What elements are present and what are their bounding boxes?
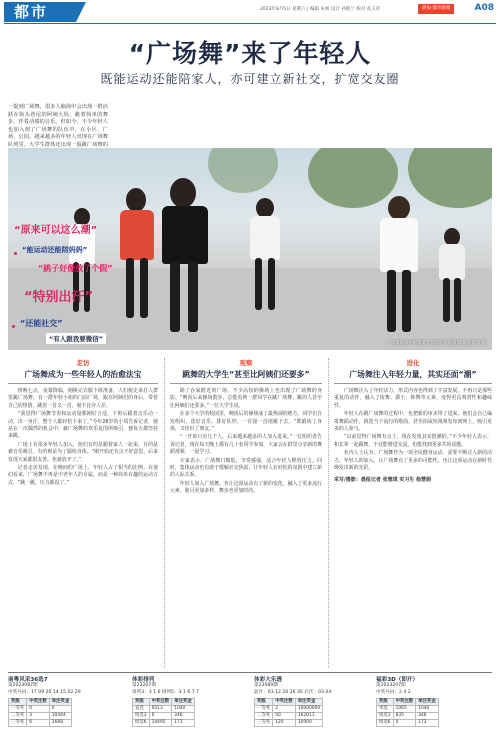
lottery-block xyxy=(376,677,492,727)
table-cell: 0 xyxy=(149,713,172,720)
table-cell: 1040 xyxy=(172,706,195,713)
article-column-walkabout xyxy=(8,358,158,488)
column-kicker: 进化 xyxy=(406,359,420,367)
quote-bubble: “能运动还能陪妈妈” xyxy=(22,246,88,254)
table-cell: 10000 xyxy=(295,720,322,727)
table-cell: 三等奖 xyxy=(9,720,27,727)
lottery-results-footer xyxy=(8,672,492,746)
lottery-numbers: 排列3：3 1 6 排列5：3 1 6 7 7 xyxy=(132,689,200,695)
lottery-block xyxy=(132,677,248,727)
table-cell: 中奖注数 xyxy=(393,699,416,706)
table-cell: 0 xyxy=(49,706,72,713)
editor-tag: 晨报·都市新闻 xyxy=(418,4,454,14)
table-cell: 835 xyxy=(393,713,416,720)
column-kicker: 走访 xyxy=(76,359,90,367)
table-cell: 14495 xyxy=(149,720,172,727)
bubble-dot xyxy=(12,325,15,328)
page-number: A08 xyxy=(474,3,494,13)
table-cell: 2668 xyxy=(49,720,72,727)
lottery-numbers: 中奖号码：17 09 20 14 15 02 29 xyxy=(8,689,81,695)
column-kicker: 观察 xyxy=(239,359,253,367)
column-title: 跳舞的大学生“甚至比阿姨们还要多” xyxy=(170,369,322,384)
lead-paragraph: 一提到广场舞，很多人脑海中会出现一群活跃在街头巷尾的阿姨大妈，跳着简单的舞步，伴着动感的音乐。但如今，不少年轻人也加入到了广场舞的队伍中，在小区、广场、公园，越来越多的年轻人出现在广场舞队列里，大学生群体还出现一股跳广场舞的 xyxy=(8,104,108,148)
table-cell: 单注奖金 xyxy=(295,699,322,706)
tree xyxy=(308,148,398,208)
quote-bubble: “有人跟我要微信” xyxy=(46,333,106,344)
table-cell: 奖级 xyxy=(377,699,394,706)
lottery-table xyxy=(376,698,439,727)
masthead-divider xyxy=(4,23,496,24)
article-column-evolution xyxy=(334,358,492,483)
table-cell: 120 xyxy=(273,720,296,727)
lottery-numbers: 前区：03 12 20 26 35 后区：03 04 xyxy=(254,689,332,695)
section-label: 都市 xyxy=(4,2,76,22)
quote-bubble: “原来可以这么潮” xyxy=(14,225,98,236)
table-cell: 二等奖 xyxy=(9,713,27,720)
table-cell: 6 xyxy=(27,720,50,727)
paragraph: 傍晚七点，夜幕降临，刚换完衣服下班准备，人们便走来打人群里跳广场舞，有一群年轻小姐的门前广场，跟在阿姨们的身后，带着自己的热情，跳着一首又一首，毫不比旁人差。 xyxy=(8,388,158,409)
article-column-observation xyxy=(170,358,322,497)
table-cell: 三等奖 xyxy=(255,720,273,727)
tree xyxy=(408,148,492,208)
column-body xyxy=(334,388,492,472)
table-cell: 单注奖金 xyxy=(172,699,195,706)
lottery-title: 南粤风采36选7 xyxy=(8,677,48,683)
photo-caption: 广场舞队伍中经常能见到年轻人的身影 晨报记者 摄 xyxy=(386,341,486,346)
table-cell: 直选 xyxy=(133,706,150,713)
paragraph: 业内人士认为，广场舞作为一项全民健身运动，需要不断注入新的活力。年轻人的加入，让广场舞有了更多的可能性，也让这项运动在新时代焕发出新的光彩。 xyxy=(334,450,492,472)
table-cell: 346 xyxy=(416,713,439,720)
table-cell: 10444 xyxy=(49,713,72,720)
table-cell: 二等奖 xyxy=(255,713,273,720)
masthead xyxy=(0,0,500,22)
paragraph: “我觉得广场舞节奏和运动量都刚好合适，下班后跟着音乐动一动，出一身汗，整个人都轻松下来了。”今年26岁的小周告诉记者，她是在一次偶然的机会中，被广场舞的欢乐氛围所吸引，便每天都坚持来跳。 xyxy=(8,411,158,440)
lottery-issue: 第2023207期 xyxy=(376,683,406,689)
paragraph: 广场舞注入了年轻活力，形式内容也得到了丰富发展。不再只是那些重复的动作，融入了街舞、爵士、韩舞等元素，变得更具观赏性和趣味性。 xyxy=(334,388,492,409)
table-cell: 10000000 xyxy=(295,706,322,713)
table-cell: 单选 xyxy=(377,706,394,713)
table-cell: 1040 xyxy=(416,706,439,713)
column-divider xyxy=(164,358,165,668)
table-cell: 中奖注数 xyxy=(273,699,296,706)
paragraph: 专家表示，广场舞门槛低、节奏感强，适合年轻人释放压力。同时，集体运动也有助于缓解社交焦虑，让年轻人在轻松的氛围中建立新的人际关系。 xyxy=(170,457,322,479)
bubble-dot xyxy=(14,252,17,255)
table-cell: 中奖注数 xyxy=(149,699,172,706)
column-body xyxy=(8,388,158,487)
table-cell: 奖级 xyxy=(133,699,150,706)
paragraph: 年轻人加入广场舞，也让这项运动有了新的变化，融入了更多流行元素，曲目更加多样，舞步也更加时尚。 xyxy=(170,480,322,495)
table-cell: 奖级 xyxy=(9,699,27,706)
lottery-table xyxy=(8,698,72,727)
table-cell: 2 xyxy=(273,706,296,713)
paragraph: “一开始只有几个人，后来越来越多的人加入进来。”一位组织者告诉记者，现在每天晚上都有几十名同学参加，大家会在群里分享新的舞蹈视频，一起学习。 xyxy=(170,434,322,456)
headline: “广场舞”来了年轻人 xyxy=(128,39,372,68)
lottery-block xyxy=(8,677,126,727)
dateline: 2023年8月5日 星期六 | 编辑 朱林 设计 孙鹤兰 校对 高玉萍 xyxy=(260,7,381,12)
paragraph: 记者走访发现，在晚间的广场上，年轻人占了相当的比例。在他们看来，广场舞不再是中老年人的专属，而是一种简单有趣的运动方式，“跳一跳，压力都没了。” xyxy=(8,465,158,486)
byline: 采写/摄影：晨报记者 张雅琪 实习生 杨慧娟 xyxy=(334,477,432,484)
lottery-issue: 第2023087期 xyxy=(8,683,38,689)
lottery-numbers: 中奖号码：2 4 2 xyxy=(376,689,411,695)
table-cell: 组选6 xyxy=(377,720,394,727)
table-cell: 50 xyxy=(273,713,296,720)
quote-bubble: “还能社交” xyxy=(20,319,63,328)
lottery-table xyxy=(132,698,195,727)
lottery-title: 体彩大乐透 xyxy=(254,677,282,683)
column-title: 广场舞注入年轻力量，其实还面“潮” xyxy=(334,369,492,384)
table-cell: 组选3 xyxy=(133,713,150,720)
table-cell: 0 xyxy=(27,706,50,713)
lottery-issue: 第23207期 xyxy=(132,683,156,689)
paragraph: 在多个大学的校园里，晚饭后的操场成了最热闹的地方。同学们自发组织，选好音乐，排好队形，一首接一首地跳下去，“既锻炼了身体，又结识了朋友。” xyxy=(170,411,322,433)
table-cell: 1065 xyxy=(393,706,416,713)
table-cell: 3 xyxy=(27,713,50,720)
table-cell: 组选6 xyxy=(133,720,150,727)
table-cell: 奖级 xyxy=(255,699,273,706)
table-cell: 6513 xyxy=(149,706,172,713)
paragraph: 年轻人在跳广场舞的过程中，也把新的审美带了进来。他们会自己编排舞蹈动作，挑选当下流行的歌曲，甚至拍成短视频发布到网上，吸引更多的人参与。 xyxy=(334,411,492,433)
table-cell: 346 xyxy=(172,713,195,720)
lottery-title: 体彩排列 xyxy=(132,677,155,683)
lottery-block xyxy=(254,677,370,727)
column-divider xyxy=(328,358,329,668)
subheadline: 既能运动还能陪家人，亦可建立新社交，扩宽交友圈 xyxy=(100,72,400,86)
table-cell: 0 xyxy=(393,720,416,727)
table-cell: 中奖注数 xyxy=(27,699,50,706)
lottery-issue: 第23089期 xyxy=(254,683,278,689)
table-cell: 162011 xyxy=(295,713,322,720)
table-cell: 一等奖 xyxy=(9,706,27,713)
table-cell: 173 xyxy=(172,720,195,727)
tree xyxy=(208,148,278,193)
table-cell: 单注奖金 xyxy=(416,699,439,706)
quote-bubble: “跳子好像放了个假” xyxy=(38,264,113,273)
lottery-title: 福彩3D（即开） xyxy=(376,677,419,683)
paragraph: 除了在家附近的广场，不少高校的操场上也出现了广场舞的身影。“晚饭后来操场散步，总能看到一群同学在跳广场舞，跳的人甚至比阿姨们还要多。”一位大学生说。 xyxy=(170,388,322,409)
table-cell: 单注奖金 xyxy=(49,699,72,706)
paragraph: “以前觉得广场舞有点土，现在发现其实挺潮的。”不少年轻人表示，和长辈一起跳舞，不仅能增进交流，也能找到更多共同话题。 xyxy=(334,434,492,448)
table-cell: 一等奖 xyxy=(255,706,273,713)
table-cell: 173 xyxy=(416,720,439,727)
lottery-table xyxy=(254,698,323,727)
column-body xyxy=(170,388,322,496)
quote-bubble: “特别出汗” xyxy=(24,290,94,305)
table-cell: 组选3 xyxy=(377,713,394,720)
paragraph: 广场上有很多年轻人加入，他们有的是跟着家人一起来，有的是被音乐吸引，有的则是为了锻炼身体。“刚开始还有点不好意思，后来发现大家都很友善，也就放开了。” xyxy=(8,441,158,463)
column-title: 广场舞成为一些年轻人的治愈法宝 xyxy=(8,369,158,384)
